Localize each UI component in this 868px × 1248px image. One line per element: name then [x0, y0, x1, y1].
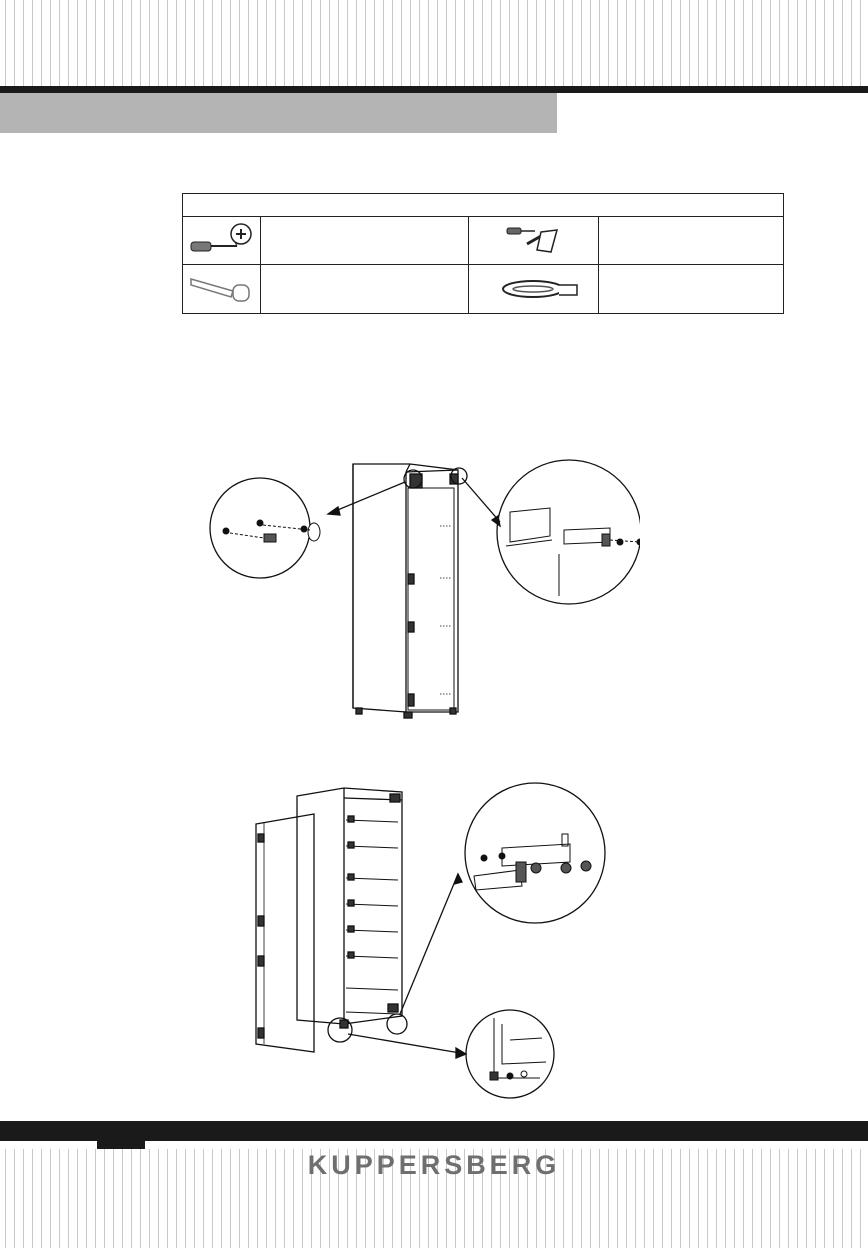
hinge-removal-diagram — [200, 450, 640, 730]
page-number-tab — [97, 1141, 145, 1149]
socket-wrench-icon — [189, 271, 253, 307]
bottom-band — [0, 1121, 868, 1141]
tape-roll-icon — [501, 271, 581, 307]
table-row — [183, 265, 783, 313]
tools-table-header — [183, 194, 783, 217]
putty-knife-icon — [501, 222, 565, 258]
top-band — [0, 86, 868, 93]
table-row — [183, 216, 783, 265]
door-reversal-diagram — [240, 778, 610, 1108]
brand-logo-text: KUPPERSBERG — [307, 1150, 561, 1180]
tools-table — [182, 193, 784, 314]
section-title-bar — [0, 93, 557, 133]
phillips-screwdriver-icon — [189, 222, 253, 258]
top-stripe-pattern — [0, 0, 868, 86]
